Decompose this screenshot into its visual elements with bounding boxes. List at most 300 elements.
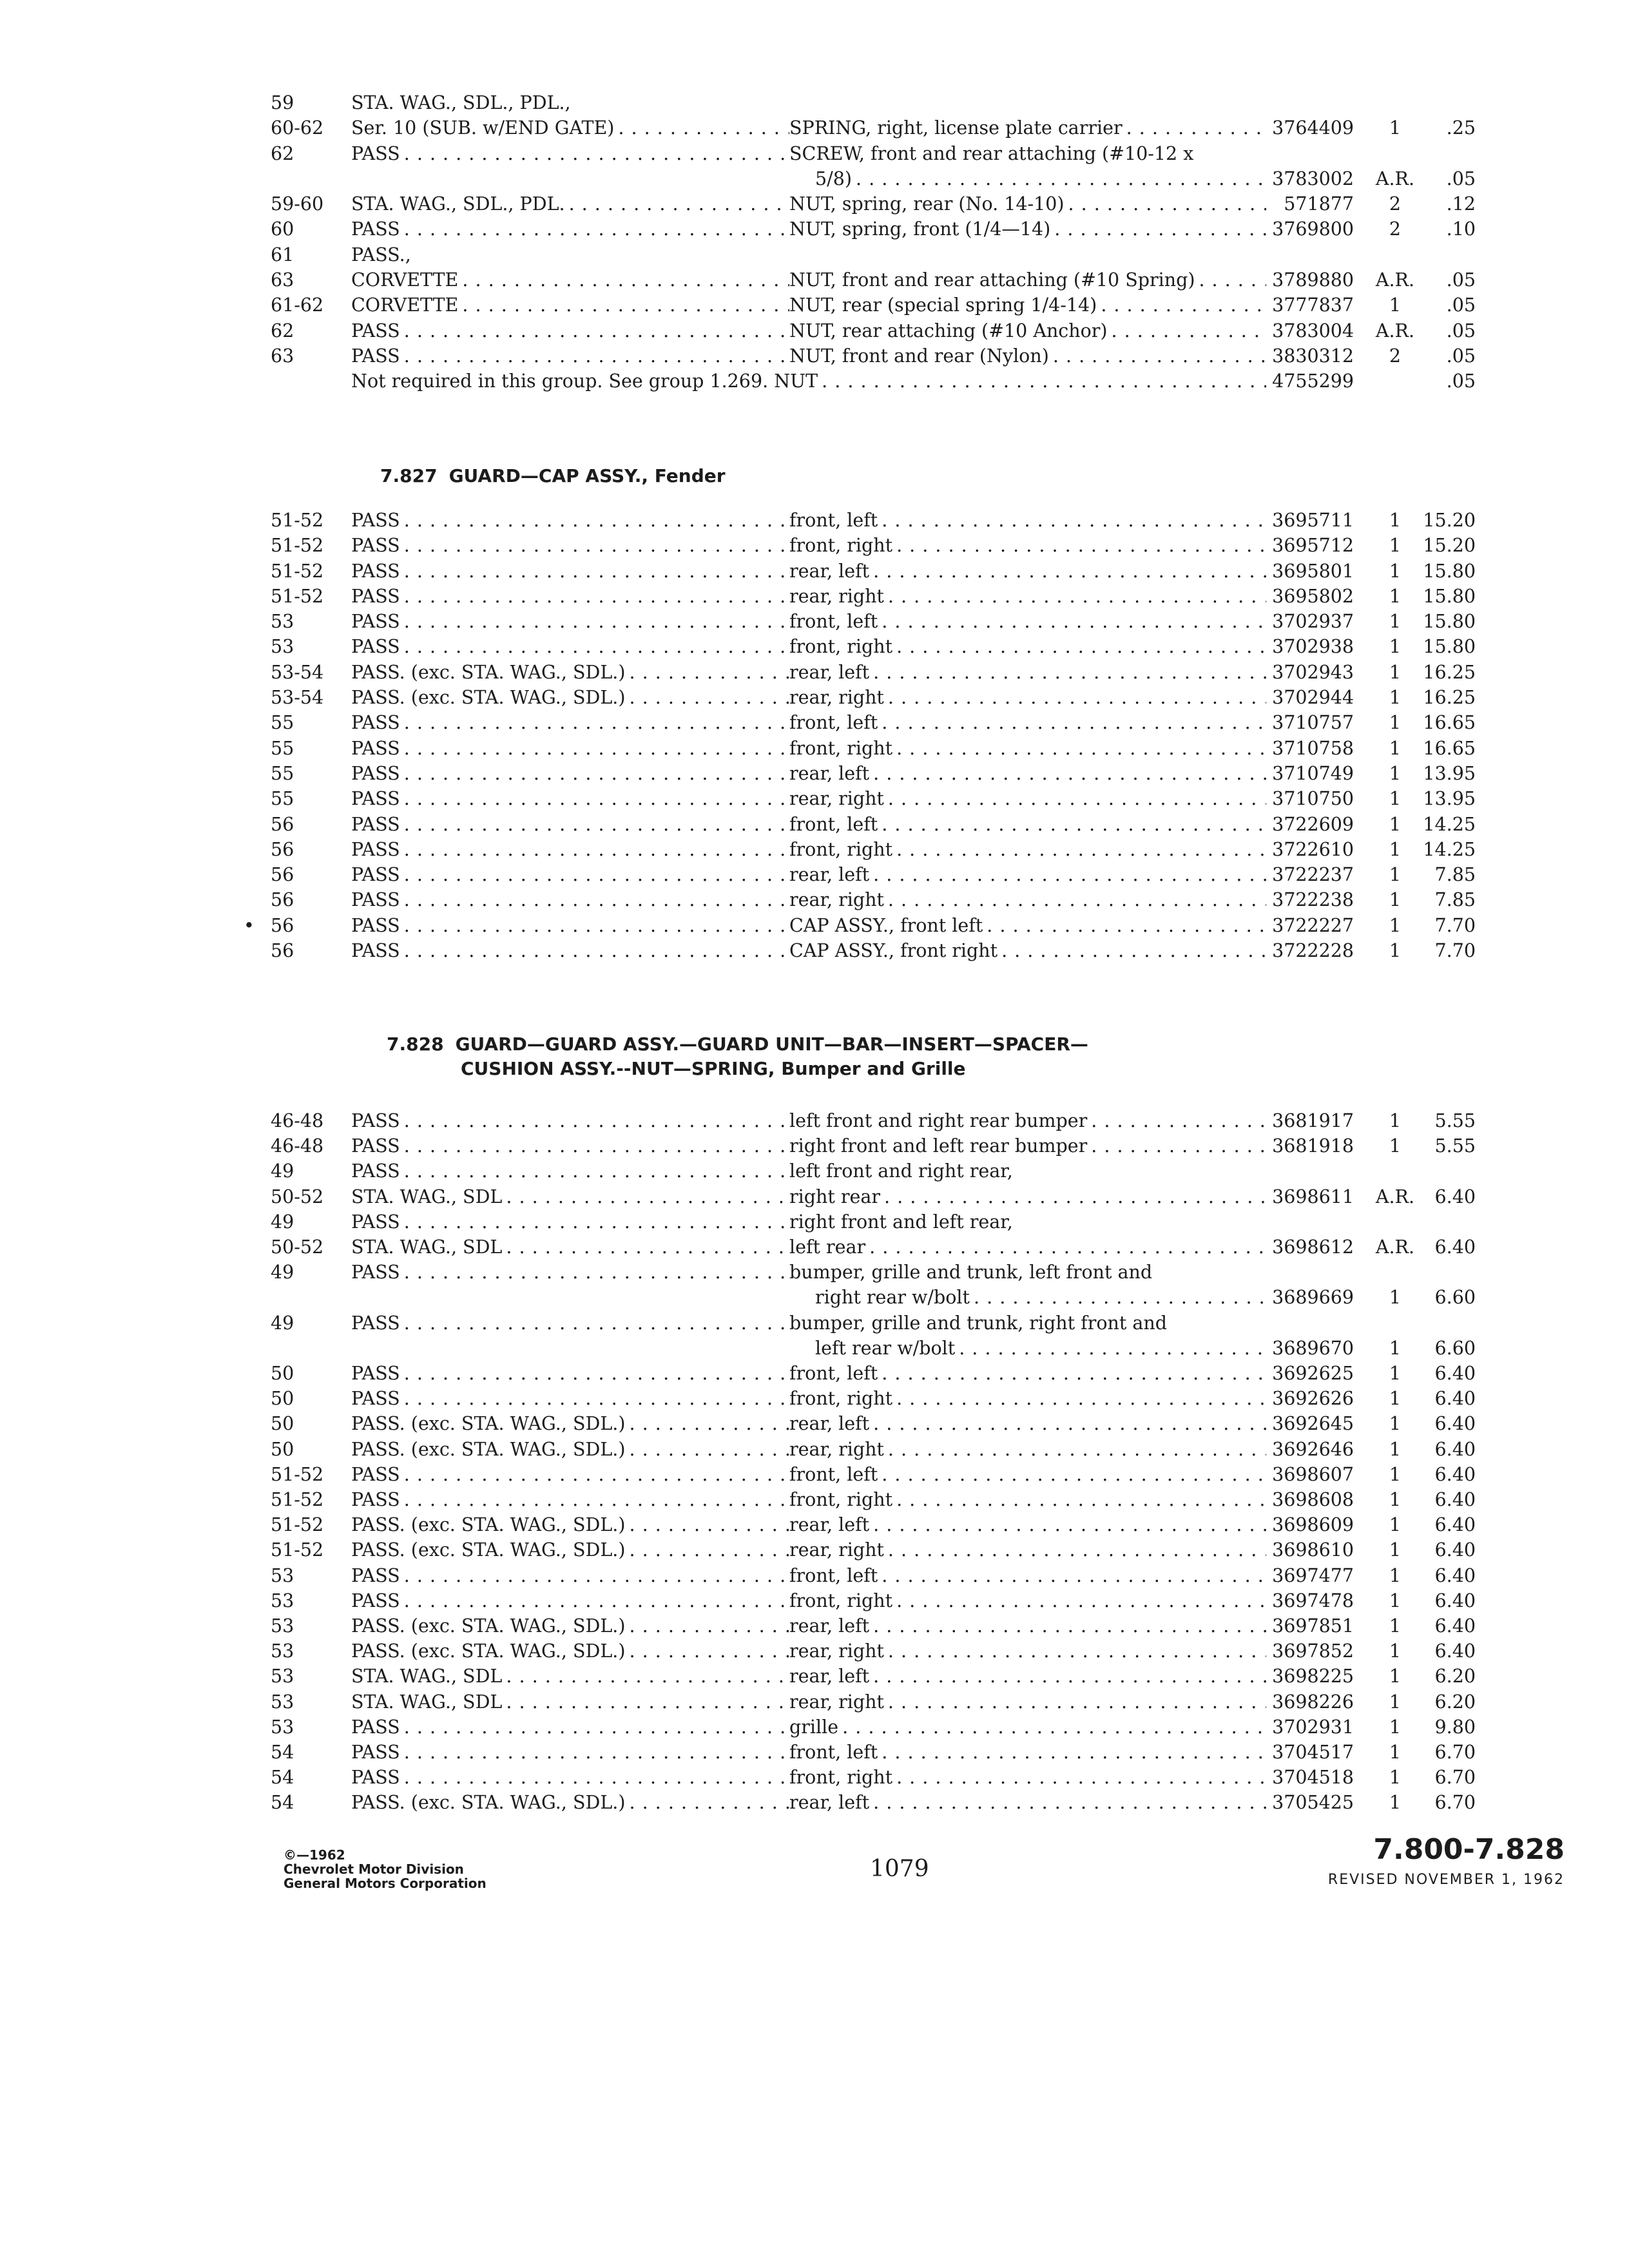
year-cell [264,887,351,912]
part-number: 3789880 [1272,269,1354,291]
quantity: 1 [1389,1388,1402,1410]
year-text: 50 [271,1363,294,1385]
model-cell [351,887,789,912]
year-cell [264,1487,351,1512]
model-text: PASS. (exc. STA. WAG., SDL.) [351,1615,626,1637]
year-text: 50-52 [271,1236,324,1258]
part-number: 3722609 [1272,813,1354,835]
part-number: 3697851 [1272,1615,1354,1637]
part-number: 3764409 [1272,117,1354,139]
new-item-marker: • [244,914,255,936]
model-cell [351,242,789,267]
price: 16.25 [1423,661,1476,683]
year-cell [264,318,351,343]
table-row [264,685,1476,710]
model-cell [351,938,789,963]
model-cell [351,1437,789,1462]
description-text: front, right [789,1590,893,1611]
description-cell [789,1487,1266,1512]
description-cell [789,166,1266,191]
year-cell [264,710,351,735]
price: 6.40 [1434,1236,1476,1258]
quantity: 1 [1389,940,1402,962]
table-row [264,216,1476,242]
year-cell [264,1613,351,1639]
year-text: 53-54 [271,661,324,683]
description-cell [789,1790,1266,1815]
table-row [244,913,1476,938]
quantity: 2 [1389,193,1402,215]
price: 7.85 [1434,889,1476,911]
revision-date: REVISED NOVEMBER 1, 1962 [1327,1872,1565,1888]
description-cell [789,1209,1266,1235]
year-cell [264,1462,351,1487]
table-row [264,609,1476,634]
model-text: PASS [351,560,400,582]
year-cell [264,343,351,369]
description-cell [789,1336,1266,1361]
description-text: CAP ASSY., front right [789,940,998,962]
model-text: STA. WAG., SDL., PDL., [351,92,571,113]
year-text: 56 [271,813,294,835]
description-cell [789,1108,1266,1133]
quantity: 1 [1389,117,1402,139]
table-row [264,1689,1476,1715]
model-text: Not required in this group. See group 1.269. NUT [351,370,818,392]
year-cell [264,685,351,710]
model-cell [351,736,789,761]
model-text: PASS [351,1135,400,1157]
table-row [264,634,1476,659]
year-cell [264,1639,351,1664]
quantity: 1 [1389,611,1402,633]
year-text: 55 [271,712,294,734]
model-text: PASS [351,1463,400,1485]
price: 6.70 [1434,1742,1476,1763]
year-cell [264,1386,351,1411]
quantity: 1 [1389,535,1402,557]
model-text: PASS [351,1742,400,1763]
part-number: 3722228 [1272,940,1354,962]
description-cell [789,862,1266,887]
model-text: STA. WAG., SDL [351,1186,503,1207]
part-number: 3698610 [1272,1539,1354,1561]
description-text: right front and left rear, [789,1211,1013,1233]
table-row [264,1437,1476,1462]
quantity: 1 [1389,1135,1402,1157]
model-cell [351,812,789,837]
year-cell [244,913,351,938]
part-number: 4755299 [1272,370,1354,392]
price: 6.70 [1434,1792,1476,1814]
year-text: 54 [271,1742,294,1763]
table-row [264,318,1476,343]
year-cell [264,609,351,634]
year-cell [264,938,351,963]
model-text: PASS [351,737,400,759]
model-text: PASS., [351,244,411,265]
price: 5.55 [1434,1110,1476,1131]
section-number: 7.827 [380,465,438,486]
description-cell [789,1537,1266,1562]
model-cell [351,1563,789,1588]
description-text: NUT, front and rear attaching (#10 Spring) [789,269,1195,291]
price: 6.60 [1434,1287,1476,1309]
quantity: 1 [1389,1640,1402,1662]
model-text: PASS [351,1110,400,1131]
table-row [264,90,1476,115]
corporation-name: General Motors Corporation [284,1876,487,1891]
model-text: PASS [351,838,400,860]
year-cell [264,1437,351,1462]
model-cell [351,862,789,887]
quantity: 1 [1389,1564,1402,1586]
year-text: 49 [271,1312,294,1334]
part-number: 3692625 [1272,1363,1354,1385]
model-cell [351,1765,789,1790]
quantity: 1 [1389,788,1402,810]
description-cell [789,1639,1266,1664]
quantity: 1 [1389,560,1402,582]
model-text: PASS [351,1211,400,1233]
table-row [264,862,1476,887]
year-cell [264,1790,351,1815]
description-cell [789,786,1266,811]
year-cell [264,1158,351,1184]
table-row [264,1715,1476,1740]
model-cell [351,115,789,140]
description-cell [789,1411,1266,1436]
description-text: SPRING, right, license plate carrier [789,117,1123,139]
model-cell [351,634,789,659]
description-text: front, left [789,1564,878,1586]
table-row [264,1184,1476,1209]
model-cell [351,293,789,318]
price: 13.95 [1423,762,1476,784]
part-number: 3783002 [1272,168,1354,189]
model-cell [351,1361,789,1386]
price: 14.25 [1423,813,1476,835]
model-cell [351,1209,789,1235]
model-cell [351,318,789,343]
description-text: front, right [789,1489,893,1511]
model-cell [351,267,789,293]
part-number: 3830312 [1272,345,1354,367]
price: 5.55 [1434,1135,1476,1157]
model-text: PASS [351,914,400,936]
quantity: 1 [1389,737,1402,759]
quantity: 2 [1389,218,1402,240]
model-text: PASS [351,788,400,810]
price: 6.40 [1434,1388,1476,1410]
quantity: 1 [1389,1590,1402,1611]
year-text: 53 [271,636,294,658]
quantity: 2 [1389,345,1402,367]
copyright-block [284,1848,487,1890]
description-text: rear, right [789,1640,884,1662]
model-text: PASS [351,1262,400,1283]
quantity: 1 [1389,1363,1402,1385]
year-cell [264,1260,351,1285]
table-row [264,1588,1476,1613]
description-text: rear, left [789,661,870,683]
table-row [264,1563,1476,1588]
description-cell [789,1715,1266,1740]
model-text: PASS. (exc. STA. WAG., SDL.) [351,1514,626,1536]
quantity: 1 [1389,1767,1402,1789]
table-row [264,369,1476,394]
model-cell [351,1386,789,1411]
description-cell [789,1158,1266,1184]
year-text: 55 [271,762,294,784]
year-cell [264,862,351,887]
model-text: PASS [351,889,400,911]
price: .05 [1446,294,1476,316]
year-text: 51-52 [271,510,324,531]
model-text: STA. WAG., SDL [351,1691,503,1713]
quantity: A.R. [1375,320,1415,341]
description-text: NUT, rear (special spring 1/4-14) [789,294,1097,316]
section-number: 7.828 [387,1033,444,1055]
price: 6.40 [1434,1186,1476,1207]
price: 6.70 [1434,1767,1476,1789]
year-text: 53-54 [271,687,324,709]
price: 6.40 [1434,1413,1476,1435]
model-text: PASS [351,762,400,784]
year-cell [264,508,351,533]
year-text: 63 [271,269,294,291]
table-row [264,1285,1476,1310]
price: 6.20 [1434,1666,1476,1687]
table-row [264,1537,1476,1562]
description-cell [789,216,1266,242]
description-text: right rear [789,1186,880,1207]
section-title: GUARD—GUARD ASSY.—GUARD UNIT—BAR—INSERT—SPACER— [455,1033,1088,1055]
description-cell [789,761,1266,786]
part-number: 3722237 [1272,864,1354,886]
model-cell [351,90,789,115]
model-text: PASS [351,712,400,734]
section-heading-7-828-line2 [461,1057,966,1081]
table-row [264,1639,1476,1664]
year-text: 54 [271,1767,294,1789]
description-cell [789,1184,1266,1209]
price: 16.65 [1423,712,1476,734]
model-cell [351,710,789,735]
model-cell [351,584,789,609]
year-text: 50 [271,1413,294,1435]
part-number: 3702943 [1272,661,1354,683]
quantity: 1 [1389,1742,1402,1763]
description-cell [789,267,1266,293]
year-text: 53 [271,1716,294,1738]
model-cell [351,1740,789,1765]
year-text: 53 [271,1640,294,1662]
part-number: 3710757 [1272,712,1354,734]
description-text: front, left [789,510,878,531]
model-cell [351,1260,789,1285]
table-row [264,1664,1476,1689]
year-cell [264,191,351,216]
part-number: 3695802 [1272,585,1354,607]
part-number: 3698608 [1272,1489,1354,1511]
model-cell [351,1639,789,1664]
description-cell [789,141,1266,166]
description-text: CAP ASSY., front left [789,914,983,936]
model-cell [351,837,789,862]
part-number: 3702937 [1272,611,1354,633]
year-cell [264,293,351,318]
description-cell [789,1613,1266,1639]
year-cell [264,761,351,786]
part-number: 3705425 [1272,1792,1354,1814]
description-text: NUT, front and rear (Nylon) [789,345,1049,367]
model-text: Ser. 10 (SUB. w/END GATE) [351,117,615,139]
description-text: front, left [789,1363,878,1385]
description-text: front, left [789,813,878,835]
year-cell [264,559,351,584]
year-cell [264,533,351,558]
part-number: 3681917 [1272,1110,1354,1131]
table-row [264,1260,1476,1285]
price: 15.80 [1423,611,1476,633]
description-cell [789,1512,1266,1537]
price: 6.40 [1434,1640,1476,1662]
year-text: 50 [271,1388,294,1410]
year-text: 53 [271,1666,294,1687]
quantity: 1 [1389,636,1402,658]
description-cell [789,685,1266,710]
year-text: 51-52 [271,1489,324,1511]
description-text: rear, left [789,1666,870,1687]
year-text: 55 [271,737,294,759]
price: 7.70 [1434,914,1476,936]
table-row [264,1209,1476,1235]
description-cell [789,191,1266,216]
model-text: STA. WAG., SDL [351,1236,503,1258]
model-cell [351,1588,789,1613]
model-cell [351,660,789,685]
part-number: 3689669 [1272,1287,1354,1309]
table-row [264,1512,1476,1537]
model-cell [351,1689,789,1715]
model-text: PASS. (exc. STA. WAG., SDL.) [351,1539,626,1561]
model-text: PASS [351,585,400,607]
part-number: 3710749 [1272,762,1354,784]
parts-list-7-828 [264,1108,1476,1816]
description-cell [789,938,1266,963]
description-cell [789,1740,1266,1765]
model-text: PASS [351,218,400,240]
description-cell [789,1361,1266,1386]
description-text: grille [789,1716,839,1738]
part-number: 3698612 [1272,1236,1354,1258]
part-number: 3698225 [1272,1666,1354,1687]
price: 13.95 [1423,788,1476,810]
model-text: PASS [351,345,400,367]
model-text: PASS [351,864,400,886]
model-cell [351,216,789,242]
year-cell [264,1664,351,1689]
section-title-continued: CUSHION ASSY.--NUT—SPRING, Bumper and Grille [461,1058,966,1079]
table-row [264,1740,1476,1765]
section-title: GUARD—CAP ASSY., Fender [448,465,726,486]
year-text: 56 [271,838,294,860]
section-range: 7.800-7.828 [1373,1833,1565,1866]
quantity: 1 [1389,1666,1402,1687]
year-text: 53 [271,1691,294,1713]
model-cell [351,786,789,811]
description-cell [789,1133,1266,1158]
page-number: 1079 [870,1856,929,1882]
year-text: 49 [271,1262,294,1283]
year-cell [264,786,351,811]
part-number: 3695712 [1272,535,1354,557]
price: 6.40 [1434,1363,1476,1385]
year-cell [264,90,351,115]
description-text: rear, right [789,585,884,607]
description-text: front, left [789,1742,878,1763]
year-cell [264,634,351,659]
year-text: 61 [271,244,294,265]
description-text: NUT, spring, front (1/4—14) [789,218,1051,240]
year-text: 59-60 [271,193,324,215]
quantity: A.R. [1375,269,1415,291]
model-text: PASS [351,1564,400,1586]
model-text: PASS. (exc. STA. WAG., SDL.) [351,1640,626,1662]
year-cell [264,141,351,166]
table-row [264,887,1476,912]
description-text: NUT, spring, rear (No. 14-10) [789,193,1065,215]
part-number: 3710758 [1272,737,1354,759]
table-row [264,1361,1476,1386]
description-text: left rear w/bolt [815,1337,956,1359]
quantity: 1 [1389,1716,1402,1738]
price: .05 [1446,370,1476,392]
description-cell [789,1311,1266,1336]
description-cell [789,1588,1266,1613]
price: .05 [1446,320,1476,341]
description-text: front, right [789,1388,893,1410]
table-row [264,191,1476,216]
division-name: Chevrolet Motor Division [284,1861,464,1877]
year-cell [264,1209,351,1235]
description-cell [789,1260,1266,1285]
price: 15.80 [1423,560,1476,582]
price: 6.40 [1434,1539,1476,1561]
year-cell [264,812,351,837]
table-row [264,660,1476,685]
description-text: rear, right [789,687,884,709]
description-cell [789,1664,1266,1689]
year-text: 56 [271,889,294,911]
year-cell [264,1537,351,1562]
year-text: 51-52 [271,535,324,557]
description-text: rear, right [789,1438,884,1460]
description-cell [789,559,1266,584]
part-number: 3695801 [1272,560,1354,582]
description-cell [789,812,1266,837]
description-text: left front and right rear bumper [789,1110,1088,1131]
description-text: rear, right [789,1539,884,1561]
description-text: left front and right rear, [789,1160,1013,1182]
model-cell [351,1462,789,1487]
price: 6.40 [1434,1463,1476,1485]
description-cell [789,1765,1266,1790]
year-cell [264,1765,351,1790]
part-number: 3704517 [1272,1742,1354,1763]
year-text: 51-52 [271,1514,324,1536]
